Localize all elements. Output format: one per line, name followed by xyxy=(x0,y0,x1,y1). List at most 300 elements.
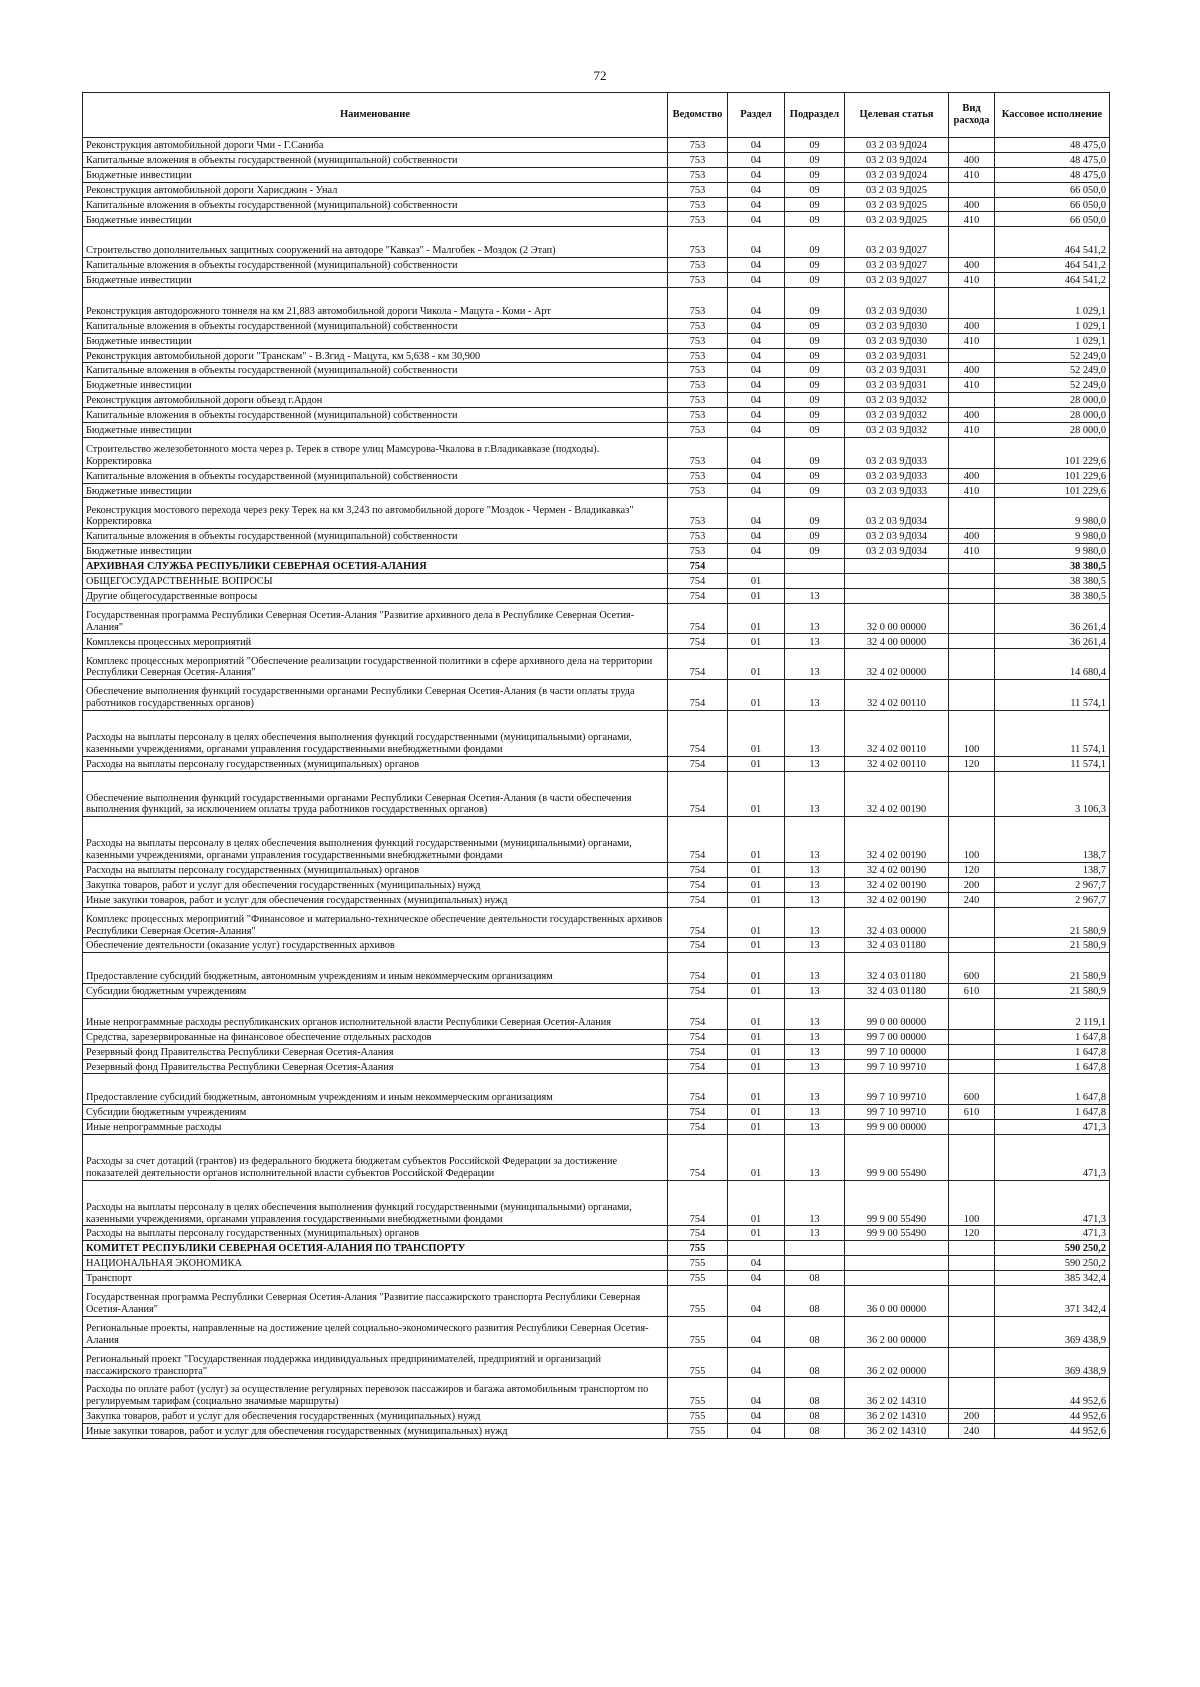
cell-vedomstvo: 754 xyxy=(668,1044,728,1059)
cell-vedomstvo: 753 xyxy=(668,273,728,288)
cell-podrazdel: 09 xyxy=(785,378,845,393)
cell-razdel: 04 xyxy=(728,258,785,273)
table-row xyxy=(83,1409,1110,1424)
cell-name: Региональный проект "Государственная поддержка индивидуальных предпринимателей, предприятий и организаций пассажирского транспорта" xyxy=(83,1347,668,1378)
cell-razdel: 04 xyxy=(728,1424,785,1439)
table-row xyxy=(83,212,1110,227)
table-row xyxy=(83,710,1110,756)
cell-celevaya-statya: 36 2 02 14310 xyxy=(845,1378,949,1409)
cell-amount: 385 342,4 xyxy=(995,1271,1110,1286)
table-row xyxy=(83,1059,1110,1074)
table-row xyxy=(83,1029,1110,1044)
cell-celevaya-statya: 32 4 03 01180 xyxy=(845,984,949,999)
cell-celevaya-statya: 32 4 02 00190 xyxy=(845,877,949,892)
table-row xyxy=(83,258,1110,273)
cell-name: Бюджетные инвестиции xyxy=(83,167,668,182)
cell-vedomstvo: 754 xyxy=(668,953,728,984)
cell-razdel: 04 xyxy=(728,1256,785,1271)
table-row xyxy=(83,603,1110,634)
cell-name: Предоставление субсидий бюджетным, автономным учреждениям и иным некоммерческим организациям xyxy=(83,1074,668,1105)
table-row xyxy=(83,468,1110,483)
cell-name: Расходы на выплаты персоналу в целях обеспечения выполнения функций государственными (муниципальными) органами, казенными учреждениями, органами управления государственными внебюджетными фондами xyxy=(83,817,668,863)
cell-celevaya-statya: 36 2 02 00000 xyxy=(845,1347,949,1378)
cell-vedomstvo: 755 xyxy=(668,1285,728,1316)
cell-razdel: 04 xyxy=(728,422,785,437)
cell-podrazdel: 13 xyxy=(785,710,845,756)
table-row xyxy=(83,756,1110,771)
cell-vid-rashoda xyxy=(949,182,995,197)
cell-vid-rashoda xyxy=(949,1285,995,1316)
cell-podrazdel: 09 xyxy=(785,422,845,437)
cell-vid-rashoda xyxy=(949,1059,995,1074)
header-kassovoe-ispolnenie: Кассовое исполнение xyxy=(995,93,1110,138)
cell-razdel: 04 xyxy=(728,1347,785,1378)
cell-celevaya-statya: 32 4 00 00000 xyxy=(845,634,949,649)
cell-razdel: 01 xyxy=(728,649,785,680)
cell-name: Закупка товаров, работ и услуг для обеспечения государственных (муниципальных) нужд xyxy=(83,1409,668,1424)
cell-name: Капитальные вложения в объекты государственной (муниципальной) собственности xyxy=(83,258,668,273)
cell-celevaya-statya: 32 4 02 00190 xyxy=(845,817,949,863)
table-row xyxy=(83,1285,1110,1316)
cell-podrazdel: 09 xyxy=(785,363,845,378)
cell-amount: 2 119,1 xyxy=(995,998,1110,1029)
cell-razdel: 01 xyxy=(728,1120,785,1135)
cell-razdel: 01 xyxy=(728,634,785,649)
cell-name: Государственная программа Республики Северная Осетия-Алания "Развитие пассажирского транспорта Республики Северная Осетия-Алания" xyxy=(83,1285,668,1316)
cell-amount: 9 980,0 xyxy=(995,529,1110,544)
cell-amount: 21 580,9 xyxy=(995,953,1110,984)
cell-amount: 52 249,0 xyxy=(995,363,1110,378)
cell-podrazdel: 08 xyxy=(785,1378,845,1409)
table-row xyxy=(83,938,1110,953)
cell-razdel: 01 xyxy=(728,588,785,603)
cell-amount: 21 580,9 xyxy=(995,984,1110,999)
cell-podrazdel: 13 xyxy=(785,1059,845,1074)
table-row xyxy=(83,588,1110,603)
cell-razdel: 04 xyxy=(728,498,785,529)
cell-razdel: 04 xyxy=(728,378,785,393)
cell-vedomstvo: 753 xyxy=(668,333,728,348)
table-row xyxy=(83,559,1110,574)
table-row xyxy=(83,227,1110,258)
cell-vid-rashoda: 200 xyxy=(949,1409,995,1424)
cell-vedomstvo: 755 xyxy=(668,1241,728,1256)
cell-vid-rashoda: 600 xyxy=(949,1074,995,1105)
cell-name: Реконструкция автомобильной дороги объезд г.Ардон xyxy=(83,393,668,408)
cell-podrazdel: 09 xyxy=(785,498,845,529)
cell-name: Комплексы процессных мероприятий xyxy=(83,634,668,649)
cell-vedomstvo: 754 xyxy=(668,907,728,938)
cell-vedomstvo: 754 xyxy=(668,649,728,680)
cell-name: Капитальные вложения в объекты государственной (муниципальной) собственности xyxy=(83,152,668,167)
cell-podrazdel: 09 xyxy=(785,167,845,182)
cell-celevaya-statya: 32 4 02 00000 xyxy=(845,649,949,680)
cell-name: Закупка товаров, работ и услуг для обеспечения государственных (муниципальных) нужд xyxy=(83,877,668,892)
cell-celevaya-statya xyxy=(845,1271,949,1286)
cell-razdel: 04 xyxy=(728,1271,785,1286)
cell-celevaya-statya: 03 2 03 9Д031 xyxy=(845,363,949,378)
cell-razdel: 04 xyxy=(728,212,785,227)
cell-vedomstvo: 754 xyxy=(668,603,728,634)
cell-celevaya-statya: 99 0 00 00000 xyxy=(845,998,949,1029)
cell-name: Капитальные вложения в объекты государственной (муниципальной) собственности xyxy=(83,529,668,544)
cell-podrazdel: 09 xyxy=(785,318,845,333)
cell-amount: 14 680,4 xyxy=(995,649,1110,680)
table-row xyxy=(83,862,1110,877)
cell-vid-rashoda: 100 xyxy=(949,1180,995,1226)
cell-razdel: 04 xyxy=(728,1409,785,1424)
cell-vedomstvo: 754 xyxy=(668,938,728,953)
cell-podrazdel: 09 xyxy=(785,152,845,167)
cell-celevaya-statya: 32 0 00 00000 xyxy=(845,603,949,634)
cell-amount: 1 029,1 xyxy=(995,333,1110,348)
table-row xyxy=(83,1378,1110,1409)
cell-podrazdel: 13 xyxy=(785,953,845,984)
cell-vid-rashoda xyxy=(949,1241,995,1256)
cell-name: Реконструкция автомобильной дороги "Транскам" - В.Згид - Мацута, км 5,638 - км 30,900 xyxy=(83,348,668,363)
cell-celevaya-statya: 03 2 03 9Д033 xyxy=(845,468,949,483)
page-number: 72 xyxy=(593,68,607,83)
table-row xyxy=(83,680,1110,711)
cell-razdel: 01 xyxy=(728,953,785,984)
cell-name: Расходы на выплаты персоналу в целях обеспечения выполнения функций государственными (муниципальными) органами, казенными учреждениями, органами управления государственными внебюджетными фондами xyxy=(83,1180,668,1226)
cell-vid-rashoda: 410 xyxy=(949,167,995,182)
cell-vedomstvo: 753 xyxy=(668,437,728,468)
cell-vedomstvo: 754 xyxy=(668,710,728,756)
cell-podrazdel: 09 xyxy=(785,483,845,498)
cell-podrazdel: 13 xyxy=(785,817,845,863)
cell-vedomstvo: 753 xyxy=(668,212,728,227)
cell-vid-rashoda xyxy=(949,938,995,953)
cell-vid-rashoda: 120 xyxy=(949,1226,995,1241)
cell-razdel: 01 xyxy=(728,938,785,953)
cell-amount: 101 229,6 xyxy=(995,483,1110,498)
cell-amount: 1 647,8 xyxy=(995,1029,1110,1044)
cell-vedomstvo: 754 xyxy=(668,771,728,817)
cell-name: Государственная программа Республики Северная Осетия-Алания "Развитие архивного дела в Республике Северная Осетия-Алания" xyxy=(83,603,668,634)
cell-celevaya-statya: 03 2 03 9Д025 xyxy=(845,212,949,227)
cell-vid-rashoda: 610 xyxy=(949,1105,995,1120)
table-row xyxy=(83,771,1110,817)
cell-podrazdel: 13 xyxy=(785,680,845,711)
cell-podrazdel: 13 xyxy=(785,907,845,938)
cell-vid-rashoda: 400 xyxy=(949,408,995,423)
table-row xyxy=(83,152,1110,167)
cell-amount: 138,7 xyxy=(995,862,1110,877)
cell-celevaya-statya: 03 2 03 9Д025 xyxy=(845,197,949,212)
cell-name: Комплекс процессных мероприятий "Обеспечение реализации государственной политики в сфере архивного дела на территории Республики Северная Осетия-Алания" xyxy=(83,649,668,680)
cell-celevaya-statya: 99 9 00 55490 xyxy=(845,1135,949,1181)
cell-celevaya-statya: 99 7 10 00000 xyxy=(845,1044,949,1059)
cell-name: АРХИВНАЯ СЛУЖБА РЕСПУБЛИКИ СЕВЕРНАЯ ОСЕТИЯ-АЛАНИЯ xyxy=(83,559,668,574)
cell-razdel: 04 xyxy=(728,363,785,378)
table-row xyxy=(83,1226,1110,1241)
cell-podrazdel: 09 xyxy=(785,273,845,288)
cell-vedomstvo: 754 xyxy=(668,680,728,711)
cell-celevaya-statya: 99 9 00 55490 xyxy=(845,1180,949,1226)
table-row xyxy=(83,378,1110,393)
cell-vedomstvo: 755 xyxy=(668,1316,728,1347)
cell-name: Комплекс процессных мероприятий "Финансовое и материально-техническое обеспечение деятельности государственных архивов Республики Северная Осетия-Алания" xyxy=(83,907,668,938)
cell-razdel: 04 xyxy=(728,437,785,468)
cell-amount: 1 029,1 xyxy=(995,318,1110,333)
table-row xyxy=(83,892,1110,907)
cell-amount: 66 050,0 xyxy=(995,212,1110,227)
cell-vedomstvo: 753 xyxy=(668,363,728,378)
cell-celevaya-statya: 03 2 03 9Д034 xyxy=(845,498,949,529)
cell-name: Бюджетные инвестиции xyxy=(83,212,668,227)
cell-podrazdel: 08 xyxy=(785,1347,845,1378)
cell-vid-rashoda: 410 xyxy=(949,378,995,393)
cell-name: Строительство железобетонного моста через р. Терек в створе улиц Мамсурова-Чкалова в г.Владикавказе (подходы). Корректировка xyxy=(83,437,668,468)
cell-razdel: 01 xyxy=(728,892,785,907)
cell-name: ОБЩЕГОСУДАРСТВЕННЫЕ ВОПРОСЫ xyxy=(83,573,668,588)
cell-amount: 369 438,9 xyxy=(995,1316,1110,1347)
table-row xyxy=(83,1074,1110,1105)
cell-razdel xyxy=(728,1241,785,1256)
cell-amount: 48 475,0 xyxy=(995,167,1110,182)
cell-razdel: 04 xyxy=(728,483,785,498)
cell-name: Другие общегосударственные вопросы xyxy=(83,588,668,603)
cell-vedomstvo: 753 xyxy=(668,529,728,544)
table-row xyxy=(83,1256,1110,1271)
cell-podrazdel xyxy=(785,559,845,574)
cell-razdel: 04 xyxy=(728,167,785,182)
cell-razdel: 04 xyxy=(728,529,785,544)
cell-vedomstvo: 753 xyxy=(668,498,728,529)
cell-vedomstvo: 753 xyxy=(668,138,728,153)
table-row xyxy=(83,649,1110,680)
cell-razdel: 01 xyxy=(728,862,785,877)
cell-podrazdel: 13 xyxy=(785,1226,845,1241)
cell-name: Расходы по оплате работ (услуг) за осуществление регулярных перевозок пассажиров и багажа автомобильным транспортом по регулируемым тарифам (социально значимые маршруты) xyxy=(83,1378,668,1409)
cell-podrazdel: 13 xyxy=(785,1029,845,1044)
cell-amount: 38 380,5 xyxy=(995,588,1110,603)
table-row xyxy=(83,544,1110,559)
cell-razdel: 01 xyxy=(728,1044,785,1059)
cell-podrazdel xyxy=(785,1256,845,1271)
cell-amount: 44 952,6 xyxy=(995,1424,1110,1439)
cell-vid-rashoda: 240 xyxy=(949,1424,995,1439)
cell-vid-rashoda: 400 xyxy=(949,258,995,273)
cell-podrazdel: 09 xyxy=(785,437,845,468)
cell-vedomstvo: 754 xyxy=(668,1226,728,1241)
cell-amount: 101 229,6 xyxy=(995,437,1110,468)
cell-vedomstvo: 753 xyxy=(668,468,728,483)
cell-vid-rashoda xyxy=(949,1378,995,1409)
cell-celevaya-statya: 36 0 00 00000 xyxy=(845,1285,949,1316)
cell-amount: 471,3 xyxy=(995,1226,1110,1241)
header-vid-rashoda: Вид расхода xyxy=(949,93,995,138)
cell-name: Иные непрограммные расходы республиканских органов исполнительной власти Республики Северная Осетия-Алания xyxy=(83,998,668,1029)
table-row xyxy=(83,634,1110,649)
table-row xyxy=(83,907,1110,938)
cell-amount: 2 967,7 xyxy=(995,877,1110,892)
cell-razdel: 04 xyxy=(728,227,785,258)
cell-celevaya-statya: 03 2 03 9Д032 xyxy=(845,408,949,423)
cell-amount: 3 106,3 xyxy=(995,771,1110,817)
cell-name: Обеспечение выполнения функций государственными органами Республики Северная Осетия-Алания (в части оплаты труда работников государственных органов) xyxy=(83,680,668,711)
cell-amount: 36 261,4 xyxy=(995,603,1110,634)
cell-vid-rashoda xyxy=(949,588,995,603)
cell-name: Реконструкция автодорожного тоннеля на км 21,883 автомобильной дороги Чикола - Мацута - Коми - Арт xyxy=(83,287,668,318)
cell-amount: 48 475,0 xyxy=(995,152,1110,167)
cell-name: Реконструкция автомобильной дороги Чми - Г.Саниба xyxy=(83,138,668,153)
table-row xyxy=(83,287,1110,318)
cell-podrazdel: 08 xyxy=(785,1285,845,1316)
cell-vid-rashoda xyxy=(949,1347,995,1378)
cell-podrazdel: 13 xyxy=(785,756,845,771)
cell-amount: 9 980,0 xyxy=(995,498,1110,529)
table-row xyxy=(83,1347,1110,1378)
cell-vid-rashoda xyxy=(949,348,995,363)
cell-vid-rashoda xyxy=(949,393,995,408)
cell-podrazdel: 13 xyxy=(785,603,845,634)
cell-vid-rashoda xyxy=(949,907,995,938)
cell-razdel xyxy=(728,559,785,574)
table-row xyxy=(83,1424,1110,1439)
cell-name: Обеспечение деятельности (оказание услуг) государственных архивов xyxy=(83,938,668,953)
cell-name: Расходы на выплаты персоналу в целях обеспечения выполнения функций государственными (муниципальными) органами, казенными учреждениями, органами управления государственными внебюджетными фондами xyxy=(83,710,668,756)
cell-vid-rashoda: 400 xyxy=(949,152,995,167)
table-body xyxy=(83,138,1110,1439)
cell-vedomstvo: 754 xyxy=(668,892,728,907)
header-podrazdel: Подраздел xyxy=(785,93,845,138)
cell-razdel: 04 xyxy=(728,138,785,153)
cell-vid-rashoda: 410 xyxy=(949,483,995,498)
cell-celevaya-statya: 03 2 03 9Д034 xyxy=(845,544,949,559)
cell-vedomstvo: 754 xyxy=(668,1135,728,1181)
cell-name: Транспорт xyxy=(83,1271,668,1286)
table-row xyxy=(83,953,1110,984)
cell-vid-rashoda xyxy=(949,1029,995,1044)
cell-amount: 101 229,6 xyxy=(995,468,1110,483)
cell-celevaya-statya: 32 4 03 01180 xyxy=(845,938,949,953)
cell-celevaya-statya: 32 4 02 00190 xyxy=(845,862,949,877)
header-celevaya-statya: Целевая статья xyxy=(845,93,949,138)
cell-name: Иные непрограммные расходы xyxy=(83,1120,668,1135)
cell-vid-rashoda: 410 xyxy=(949,212,995,227)
cell-vid-rashoda: 400 xyxy=(949,318,995,333)
cell-podrazdel: 09 xyxy=(785,182,845,197)
cell-name: Капитальные вложения в объекты государственной (муниципальной) собственности xyxy=(83,197,668,212)
cell-razdel: 01 xyxy=(728,907,785,938)
cell-razdel: 01 xyxy=(728,573,785,588)
cell-amount: 590 250,2 xyxy=(995,1256,1110,1271)
cell-celevaya-statya: 03 2 03 9Д031 xyxy=(845,348,949,363)
cell-amount: 66 050,0 xyxy=(995,182,1110,197)
cell-celevaya-statya: 99 9 00 55490 xyxy=(845,1226,949,1241)
cell-celevaya-statya xyxy=(845,1256,949,1271)
cell-vid-rashoda xyxy=(949,573,995,588)
cell-podrazdel: 13 xyxy=(785,877,845,892)
cell-name: КОМИТЕТ РЕСПУБЛИКИ СЕВЕРНАЯ ОСЕТИЯ-АЛАНИЯ ПО ТРАНСПОРТУ xyxy=(83,1241,668,1256)
cell-podrazdel: 13 xyxy=(785,1044,845,1059)
cell-name: НАЦИОНАЛЬНАЯ ЭКОНОМИКА xyxy=(83,1256,668,1271)
cell-razdel: 01 xyxy=(728,877,785,892)
cell-podrazdel: 13 xyxy=(785,1135,845,1181)
cell-vedomstvo: 755 xyxy=(668,1424,728,1439)
table-row xyxy=(83,1105,1110,1120)
cell-vid-rashoda: 240 xyxy=(949,892,995,907)
cell-name: Бюджетные инвестиции xyxy=(83,333,668,348)
table-row xyxy=(83,408,1110,423)
table-row xyxy=(83,817,1110,863)
table-row xyxy=(83,422,1110,437)
cell-podrazdel: 09 xyxy=(785,544,845,559)
cell-vid-rashoda xyxy=(949,498,995,529)
cell-name: Капитальные вложения в объекты государственной (муниципальной) собственности xyxy=(83,318,668,333)
cell-vid-rashoda xyxy=(949,287,995,318)
table-row xyxy=(83,1135,1110,1181)
cell-amount: 11 574,1 xyxy=(995,756,1110,771)
cell-celevaya-statya: 03 2 03 9Д030 xyxy=(845,333,949,348)
cell-vid-rashoda xyxy=(949,998,995,1029)
cell-vid-rashoda xyxy=(949,1316,995,1347)
cell-amount: 11 574,1 xyxy=(995,680,1110,711)
cell-celevaya-statya: 03 2 03 9Д033 xyxy=(845,437,949,468)
cell-podrazdel: 13 xyxy=(785,1105,845,1120)
cell-name: Реконструкция автомобильной дороги Харисджин - Унал xyxy=(83,182,668,197)
cell-vedomstvo: 753 xyxy=(668,483,728,498)
cell-name: Строительство дополнительных защитных сооружений на автодоре "Кавказ" - Малгобек - Моздок (2 Этап) xyxy=(83,227,668,258)
cell-vedomstvo: 754 xyxy=(668,984,728,999)
header-name: Наименование xyxy=(83,93,668,138)
cell-vedomstvo: 755 xyxy=(668,1409,728,1424)
cell-vid-rashoda xyxy=(949,1044,995,1059)
cell-vedomstvo: 753 xyxy=(668,408,728,423)
cell-vedomstvo: 754 xyxy=(668,573,728,588)
cell-razdel: 01 xyxy=(728,710,785,756)
cell-podrazdel: 09 xyxy=(785,393,845,408)
cell-vid-rashoda xyxy=(949,1135,995,1181)
table-row xyxy=(83,167,1110,182)
cell-razdel: 01 xyxy=(728,984,785,999)
cell-podrazdel: 09 xyxy=(785,408,845,423)
cell-amount: 38 380,5 xyxy=(995,559,1110,574)
cell-celevaya-statya: 03 2 03 9Д030 xyxy=(845,318,949,333)
cell-razdel: 04 xyxy=(728,348,785,363)
cell-celevaya-statya: 32 4 02 00110 xyxy=(845,680,949,711)
cell-razdel: 04 xyxy=(728,1285,785,1316)
cell-name: Бюджетные инвестиции xyxy=(83,483,668,498)
cell-celevaya-statya: 32 4 03 01180 xyxy=(845,953,949,984)
cell-razdel: 04 xyxy=(728,273,785,288)
cell-name: Капитальные вложения в объекты государственной (муниципальной) собственности xyxy=(83,363,668,378)
cell-amount: 28 000,0 xyxy=(995,408,1110,423)
cell-vid-rashoda xyxy=(949,680,995,711)
cell-amount: 471,3 xyxy=(995,1135,1110,1181)
cell-vedomstvo: 754 xyxy=(668,998,728,1029)
cell-vedomstvo: 755 xyxy=(668,1256,728,1271)
cell-amount: 2 967,7 xyxy=(995,892,1110,907)
cell-celevaya-statya: 99 7 10 99710 xyxy=(845,1059,949,1074)
cell-podrazdel: 13 xyxy=(785,1074,845,1105)
cell-celevaya-statya: 99 7 10 99710 xyxy=(845,1105,949,1120)
cell-vid-rashoda xyxy=(949,1120,995,1135)
cell-celevaya-statya xyxy=(845,559,949,574)
cell-razdel: 04 xyxy=(728,468,785,483)
cell-vid-rashoda: 400 xyxy=(949,363,995,378)
cell-celevaya-statya: 32 4 02 00110 xyxy=(845,710,949,756)
cell-celevaya-statya: 36 2 02 14310 xyxy=(845,1409,949,1424)
cell-razdel: 01 xyxy=(728,1180,785,1226)
table-row xyxy=(83,483,1110,498)
cell-vedomstvo: 754 xyxy=(668,634,728,649)
cell-celevaya-statya: 03 2 03 9Д024 xyxy=(845,138,949,153)
cell-podrazdel: 13 xyxy=(785,634,845,649)
cell-celevaya-statya: 32 4 02 00110 xyxy=(845,756,949,771)
